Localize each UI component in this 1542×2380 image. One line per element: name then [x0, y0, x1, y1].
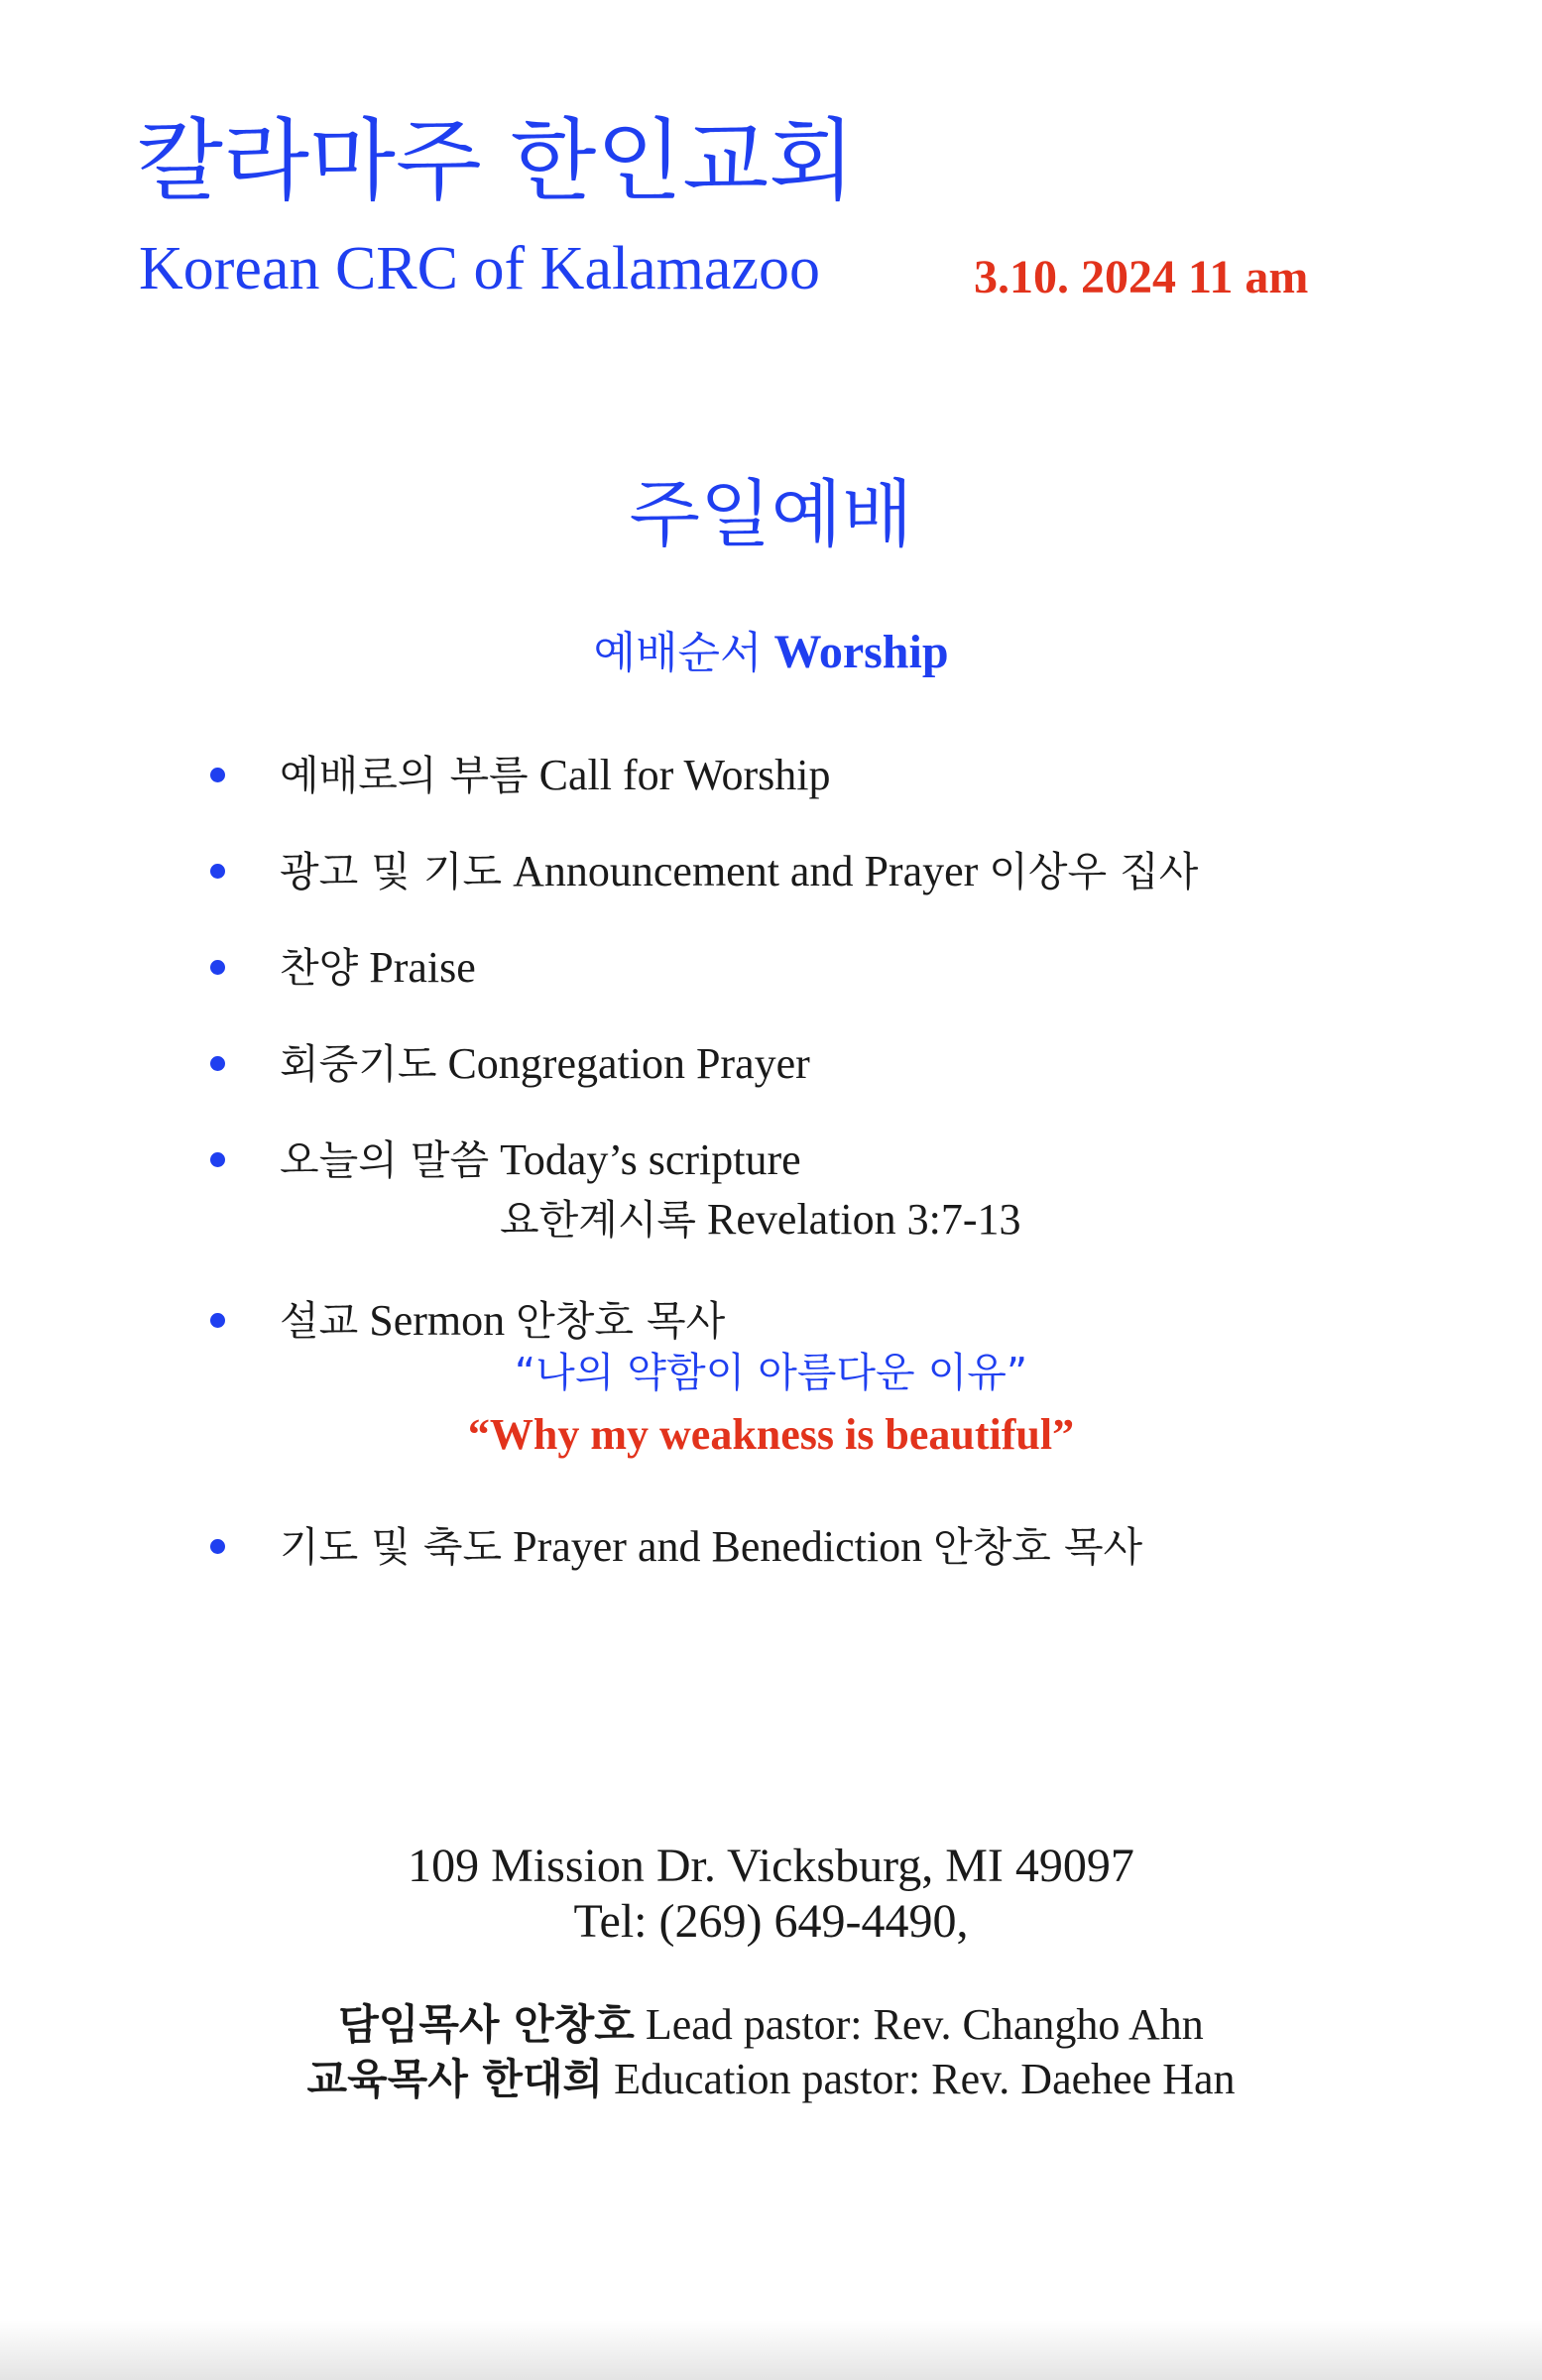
- scripture-english: Revelation 3:7-13: [707, 1195, 1021, 1244]
- bullet-icon: [210, 1152, 225, 1167]
- lead-pastor-english: Lead pastor: Rev. Changho Ahn: [645, 2000, 1204, 2049]
- item-english: Praise: [369, 943, 476, 992]
- list-item-text: [280, 1040, 810, 1088]
- item-english: Call for Worship: [538, 751, 831, 799]
- list-item: [0, 1517, 1542, 1577]
- item-korean: 광고 및 기도: [280, 848, 503, 895]
- item-english: Congregation Prayer: [447, 1039, 810, 1088]
- church-name-korean: 칼라마주 한인교회: [137, 109, 856, 213]
- sermon-title-korean: “나의 약함이 아름다운 이유”: [514, 1349, 1028, 1396]
- scripture-reference: [500, 1196, 1021, 1244]
- item-english: Announcement and Prayer: [513, 847, 979, 895]
- list-item: [0, 842, 1542, 901]
- list-item-text: [280, 752, 831, 799]
- service-date: 3.10. 2024 11 am: [974, 251, 1309, 303]
- list-item: [0, 1130, 1542, 1190]
- list-item-text: [280, 1297, 725, 1345]
- bullet-icon: [210, 864, 225, 879]
- bullet-icon: [210, 1056, 225, 1071]
- church-address: 109 Mission Dr. Vicksburg, MI 49097: [408, 1840, 1134, 1892]
- list-item-text: [280, 1136, 801, 1184]
- list-item: [0, 1034, 1542, 1094]
- order-heading-korean: 예배순서: [593, 628, 763, 678]
- bullet-icon: [210, 768, 225, 782]
- list-item: [0, 1291, 1542, 1351]
- bullet-icon: [210, 1539, 225, 1554]
- item-korean: 회중기도: [280, 1040, 437, 1088]
- list-item-text: [280, 1523, 1142, 1571]
- service-title: 주일예배: [629, 472, 913, 557]
- item-person: 이상우 집사: [989, 848, 1199, 895]
- education-pastor-english: Education pastor: Rev. Daehee Han: [614, 2055, 1236, 2103]
- item-korean: 오늘의 말씀: [280, 1136, 490, 1184]
- sermon-title-english: “Why my weakness is beautiful”: [467, 1410, 1075, 1459]
- list-item-text: [280, 944, 476, 992]
- item-korean: 기도 및 축도: [280, 1523, 503, 1571]
- page-bottom-shadow: [0, 2320, 1542, 2380]
- item-korean: 예배로의 부름: [280, 752, 529, 799]
- church-phone: Tel: (269) 649-4490,: [573, 1895, 969, 1948]
- item-english: Sermon: [369, 1296, 506, 1345]
- item-person: 안창호 목사: [933, 1523, 1143, 1571]
- list-item: [0, 938, 1542, 998]
- list-item: [0, 746, 1542, 805]
- order-of-worship-heading: [0, 626, 1542, 678]
- item-english: Today’s scripture: [500, 1135, 801, 1184]
- lead-pastor: [0, 2001, 1542, 2049]
- item-korean: 찬양: [280, 944, 359, 992]
- lead-pastor-korean: 담임목사 안창호: [338, 2000, 635, 2049]
- bullet-icon: [210, 960, 225, 975]
- item-korean: 설교: [280, 1297, 359, 1345]
- church-name-english: Korean CRC of Kalamazoo: [139, 235, 820, 302]
- item-person: 안창호 목사: [516, 1297, 726, 1345]
- order-heading-english: Worship: [773, 626, 949, 678]
- bullet-icon: [210, 1313, 225, 1328]
- scripture-korean: 요한계시록: [500, 1196, 697, 1244]
- item-english: Prayer and Benediction: [513, 1522, 923, 1571]
- education-pastor: [0, 2056, 1542, 2103]
- list-item-text: [280, 848, 1198, 895]
- education-pastor-korean: 교육목사 한대희: [306, 2055, 604, 2103]
